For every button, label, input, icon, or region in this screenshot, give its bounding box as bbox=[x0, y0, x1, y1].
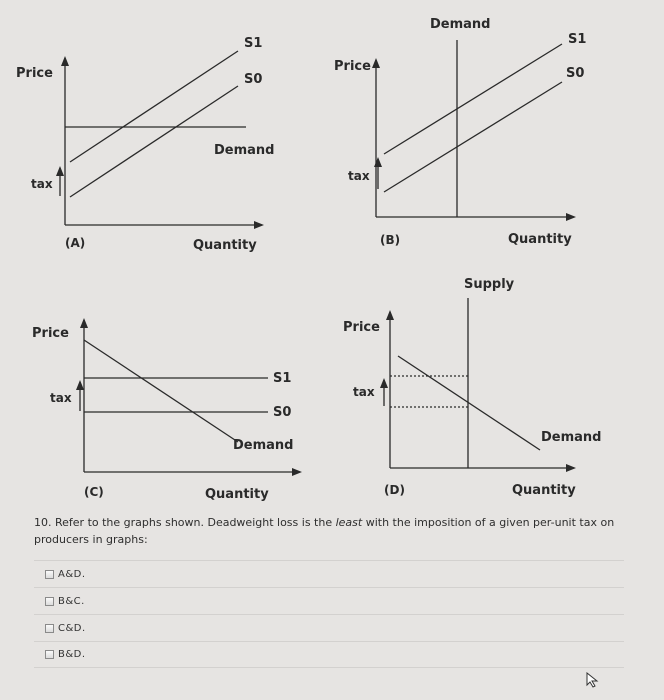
option-checkbox[interactable] bbox=[45, 570, 54, 579]
answer-options bbox=[34, 560, 624, 668]
option-checkbox[interactable] bbox=[45, 624, 54, 633]
graph-a-quantity-label: Quantity bbox=[193, 238, 257, 253]
graph-b-price-label: Price bbox=[334, 59, 371, 74]
graph-b-panel-label: (B) bbox=[380, 233, 401, 247]
graph-b-demand-label: Demand bbox=[430, 17, 491, 32]
graph-d-quantity-label: Quantity bbox=[512, 483, 576, 498]
graph-a-s1-label: S1 bbox=[244, 36, 263, 51]
graph-c-price-label: Price bbox=[32, 326, 69, 341]
graph-c-panel-label: (C) bbox=[84, 485, 104, 499]
mouse-pointer-icon bbox=[586, 672, 600, 688]
graph-c-tax-label: tax bbox=[50, 391, 72, 405]
question-prefix: 10. Refer to the graphs shown. Deadweight loss is the bbox=[34, 516, 336, 529]
graph-d-demand-line bbox=[398, 356, 540, 450]
question-text bbox=[34, 514, 624, 548]
option-checkbox[interactable] bbox=[45, 597, 54, 606]
option-c-and-d[interactable] bbox=[34, 614, 624, 641]
graph-c-quantity-label: Quantity bbox=[205, 487, 269, 502]
graph-b-quantity-label: Quantity bbox=[508, 232, 572, 247]
graph-a bbox=[60, 51, 262, 225]
option-label: A&D. bbox=[58, 568, 86, 580]
graph-c-demand-line bbox=[84, 340, 238, 442]
option-b-and-c[interactable] bbox=[34, 587, 624, 614]
question-suffix: with the imposition of a given per-unit tax on producers in graphs: bbox=[34, 516, 615, 546]
graph-a-panel-label: (A) bbox=[65, 236, 86, 250]
graph-c-s0-label: S0 bbox=[273, 405, 292, 420]
option-label: C&D. bbox=[58, 622, 86, 634]
option-checkbox[interactable] bbox=[45, 650, 54, 659]
graph-d-price-label: Price bbox=[343, 320, 380, 335]
graph-b bbox=[376, 40, 574, 217]
question-emphasis: least bbox=[335, 516, 363, 529]
option-b-and-d[interactable] bbox=[34, 641, 624, 668]
option-label: B&C. bbox=[58, 595, 85, 607]
graph-c-s1-label: S1 bbox=[273, 371, 292, 386]
graph-a-s0-line bbox=[70, 86, 238, 197]
graph-d-tax-label: tax bbox=[353, 385, 375, 399]
graph-a-s0-label: S0 bbox=[244, 72, 263, 87]
graph-b-s1-label: S1 bbox=[568, 32, 587, 47]
graph-a-tax-label: tax bbox=[31, 177, 53, 191]
graph-d-demand-label: Demand bbox=[541, 430, 602, 445]
graph-a-demand-label: Demand bbox=[214, 143, 275, 158]
graph-c-demand-label: Demand bbox=[233, 438, 294, 453]
graph-b-tax-label: tax bbox=[348, 169, 370, 183]
graph-d-panel-label: (D) bbox=[384, 483, 405, 497]
option-label: B&D. bbox=[58, 649, 86, 660]
graph-b-s0-label: S0 bbox=[566, 66, 585, 81]
graph-a-price-label: Price bbox=[16, 66, 53, 81]
option-a-and-d[interactable] bbox=[34, 560, 624, 587]
graph-d-supply-label: Supply bbox=[464, 277, 515, 292]
graph-a-s1-line bbox=[70, 51, 238, 162]
